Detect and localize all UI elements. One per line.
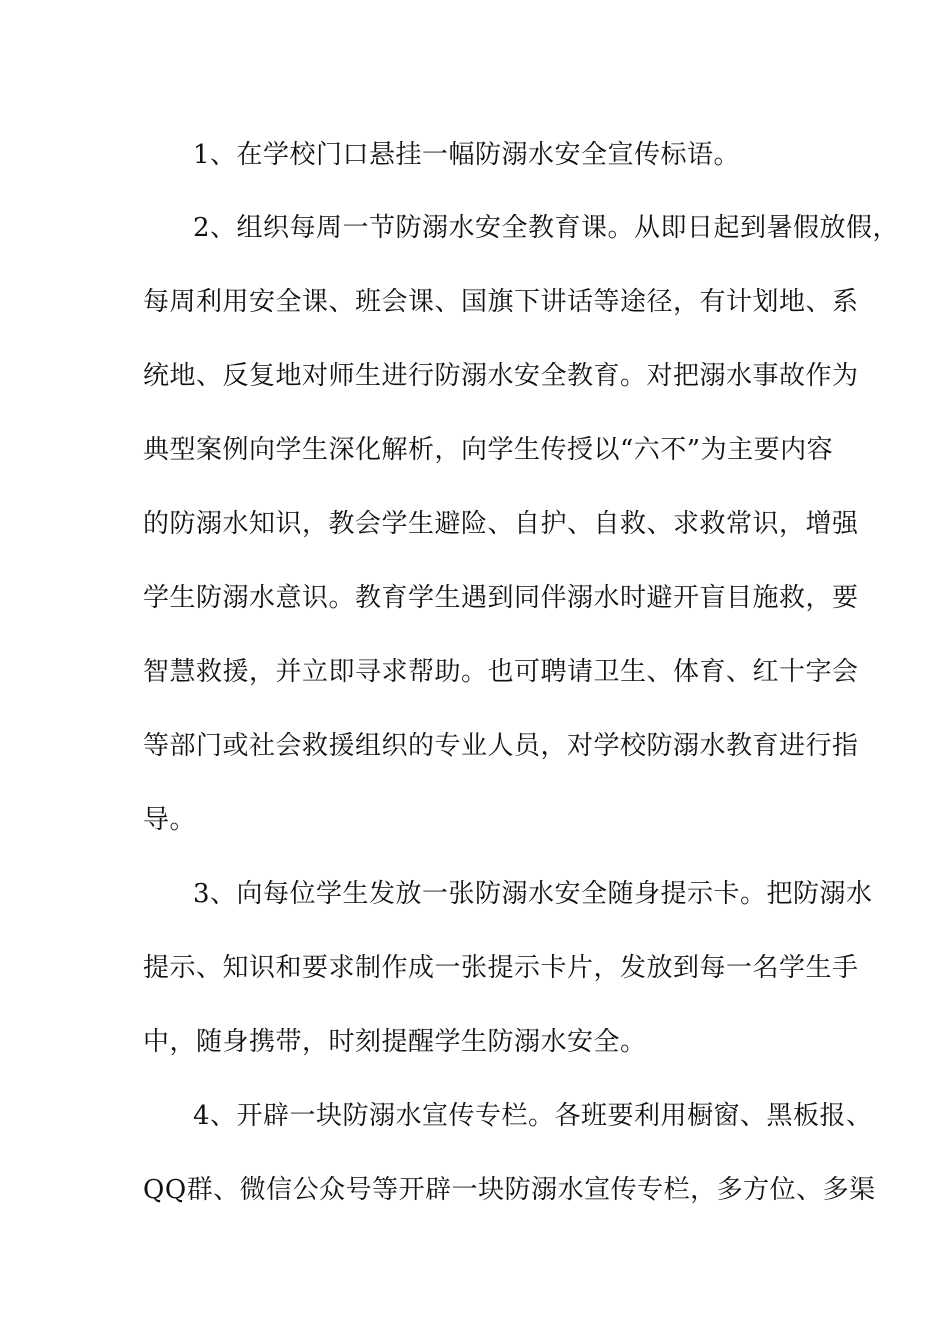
paragraph-3-line-1: 3、向每位学生发放一张防溺水安全随身提示卡。把防溺水 bbox=[193, 879, 873, 909]
paragraph-2-line-4: 典型案例向学生深化解析，向学生传授以“六不”为主要内容 bbox=[143, 435, 834, 465]
paragraph-3-line-2: 提示、知识和要求制作成一张提示卡片，发放到每一名学生手 bbox=[143, 953, 859, 983]
paragraph-4-line-2: QQ群、微信公众号等开辟一块防溺水宣传专栏，多方位、多渠 bbox=[143, 1175, 876, 1205]
paragraph-2-line-5: 的防溺水知识，教会学生避险、自护、自救、求救常识，增强 bbox=[143, 509, 859, 539]
paragraph-2-line-1: 2、组织每周一节防溺水安全教育课。从即日起到暑假放假， bbox=[193, 213, 900, 243]
paragraph-2-line-6: 学生防溺水意识。教育学生遇到同伴溺水时避开盲目施救，要 bbox=[143, 583, 859, 613]
paragraph-1-line-1: 1、在学校门口悬挂一幅防溺水安全宣传标语。 bbox=[193, 140, 741, 170]
paragraph-2-line-9: 导。 bbox=[143, 805, 197, 835]
paragraph-4-line-1: 4、开辟一块防溺水宣传专栏。各班要利用橱窗、黑板报、 bbox=[193, 1101, 873, 1131]
paragraph-2-line-8: 等部门或社会救援组织的专业人员，对学校防溺水教育进行指 bbox=[143, 731, 859, 761]
paragraph-2-line-7: 智慧救援，并立即寻求帮助。也可聘请卫生、体育、红十字会 bbox=[143, 657, 859, 687]
paragraph-3-line-3: 中，随身携带，时刻提醒学生防溺水安全。 bbox=[143, 1027, 647, 1057]
paragraph-2-line-3: 统地、反复地对师生进行防溺水安全教育。对把溺水事故作为 bbox=[143, 361, 859, 391]
paragraph-2-line-2: 每周利用安全课、班会课、国旗下讲话等途径，有计划地、系 bbox=[143, 287, 859, 317]
